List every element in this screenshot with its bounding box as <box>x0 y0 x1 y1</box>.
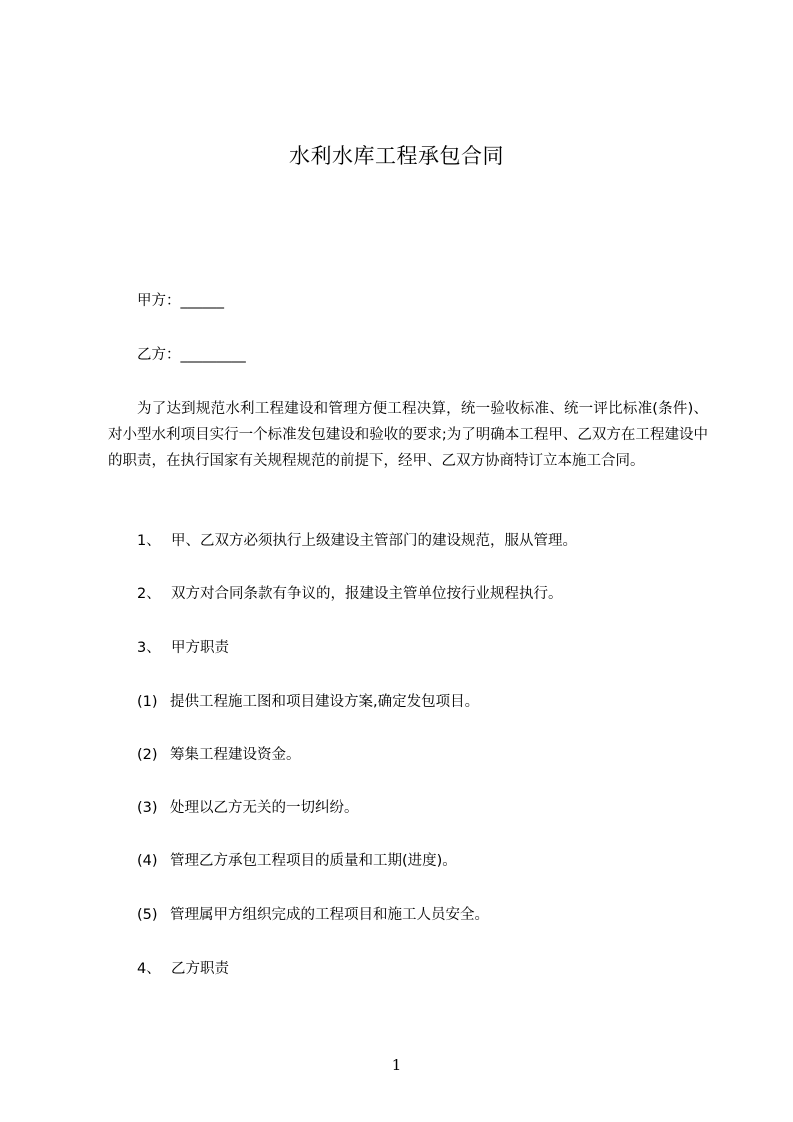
clause-number: 4、 <box>137 961 161 977</box>
clause-number: 3、 <box>137 640 161 656</box>
duty-number: (1) <box>137 694 158 710</box>
clause-2 <box>137 584 563 604</box>
duty-text: 管理属甲方组织完成的工程项目和施工人员安全。 <box>170 907 489 923</box>
intro-paragraph: 为了达到规范水利工程建设和管理方便工程决算，统一验收标准、统一评比标准(条件)、对小型水利项目实行一个标准发包建设和验收的要求;为了明确本工程甲、乙双方在工程建设中的职责，在执行国家有关规程规范的前提下，经甲、乙双方协商特订立本施工合同。 <box>108 401 708 469</box>
document-title: 水利水库工程承包合同 <box>289 144 504 168</box>
duty-number: (2) <box>137 747 158 763</box>
clause-4 <box>137 959 229 979</box>
party-a-line: 甲方：______ <box>137 293 224 309</box>
clause-3 <box>137 638 229 658</box>
duty-number: (3) <box>137 800 158 816</box>
clause-1 <box>137 531 577 551</box>
clause-number: 1、 <box>137 533 161 549</box>
duty-text: 筹集工程建设资金。 <box>170 747 301 763</box>
duty-item-3 <box>137 798 359 818</box>
clause-text: 甲方职责 <box>171 640 229 656</box>
duty-number: (5) <box>137 907 158 923</box>
clause-text: 甲、乙双方必须执行上级建设主管部门的建设规范，服从管理。 <box>171 533 577 549</box>
clause-text: 双方对合同条款有争议的，报建设主管单位按行业规程执行。 <box>171 586 563 602</box>
clause-text: 乙方职责 <box>171 961 229 977</box>
duty-item-5 <box>137 905 489 925</box>
clause-number: 2、 <box>137 586 161 602</box>
duty-item-4 <box>137 851 457 871</box>
page-number: 1 <box>391 1056 402 1074</box>
duty-item-1 <box>137 692 479 712</box>
duty-number: (4) <box>137 853 158 869</box>
duty-text: 提供工程施工图和项目建设方案,确定发包项目。 <box>170 694 480 710</box>
duty-text: 管理乙方承包工程项目的质量和工期(进度)。 <box>170 853 457 869</box>
duty-item-2 <box>137 745 301 765</box>
party-b-line: 乙方：_________ <box>137 347 246 363</box>
duty-text: 处理以乙方无关的一切纠纷。 <box>170 800 359 816</box>
